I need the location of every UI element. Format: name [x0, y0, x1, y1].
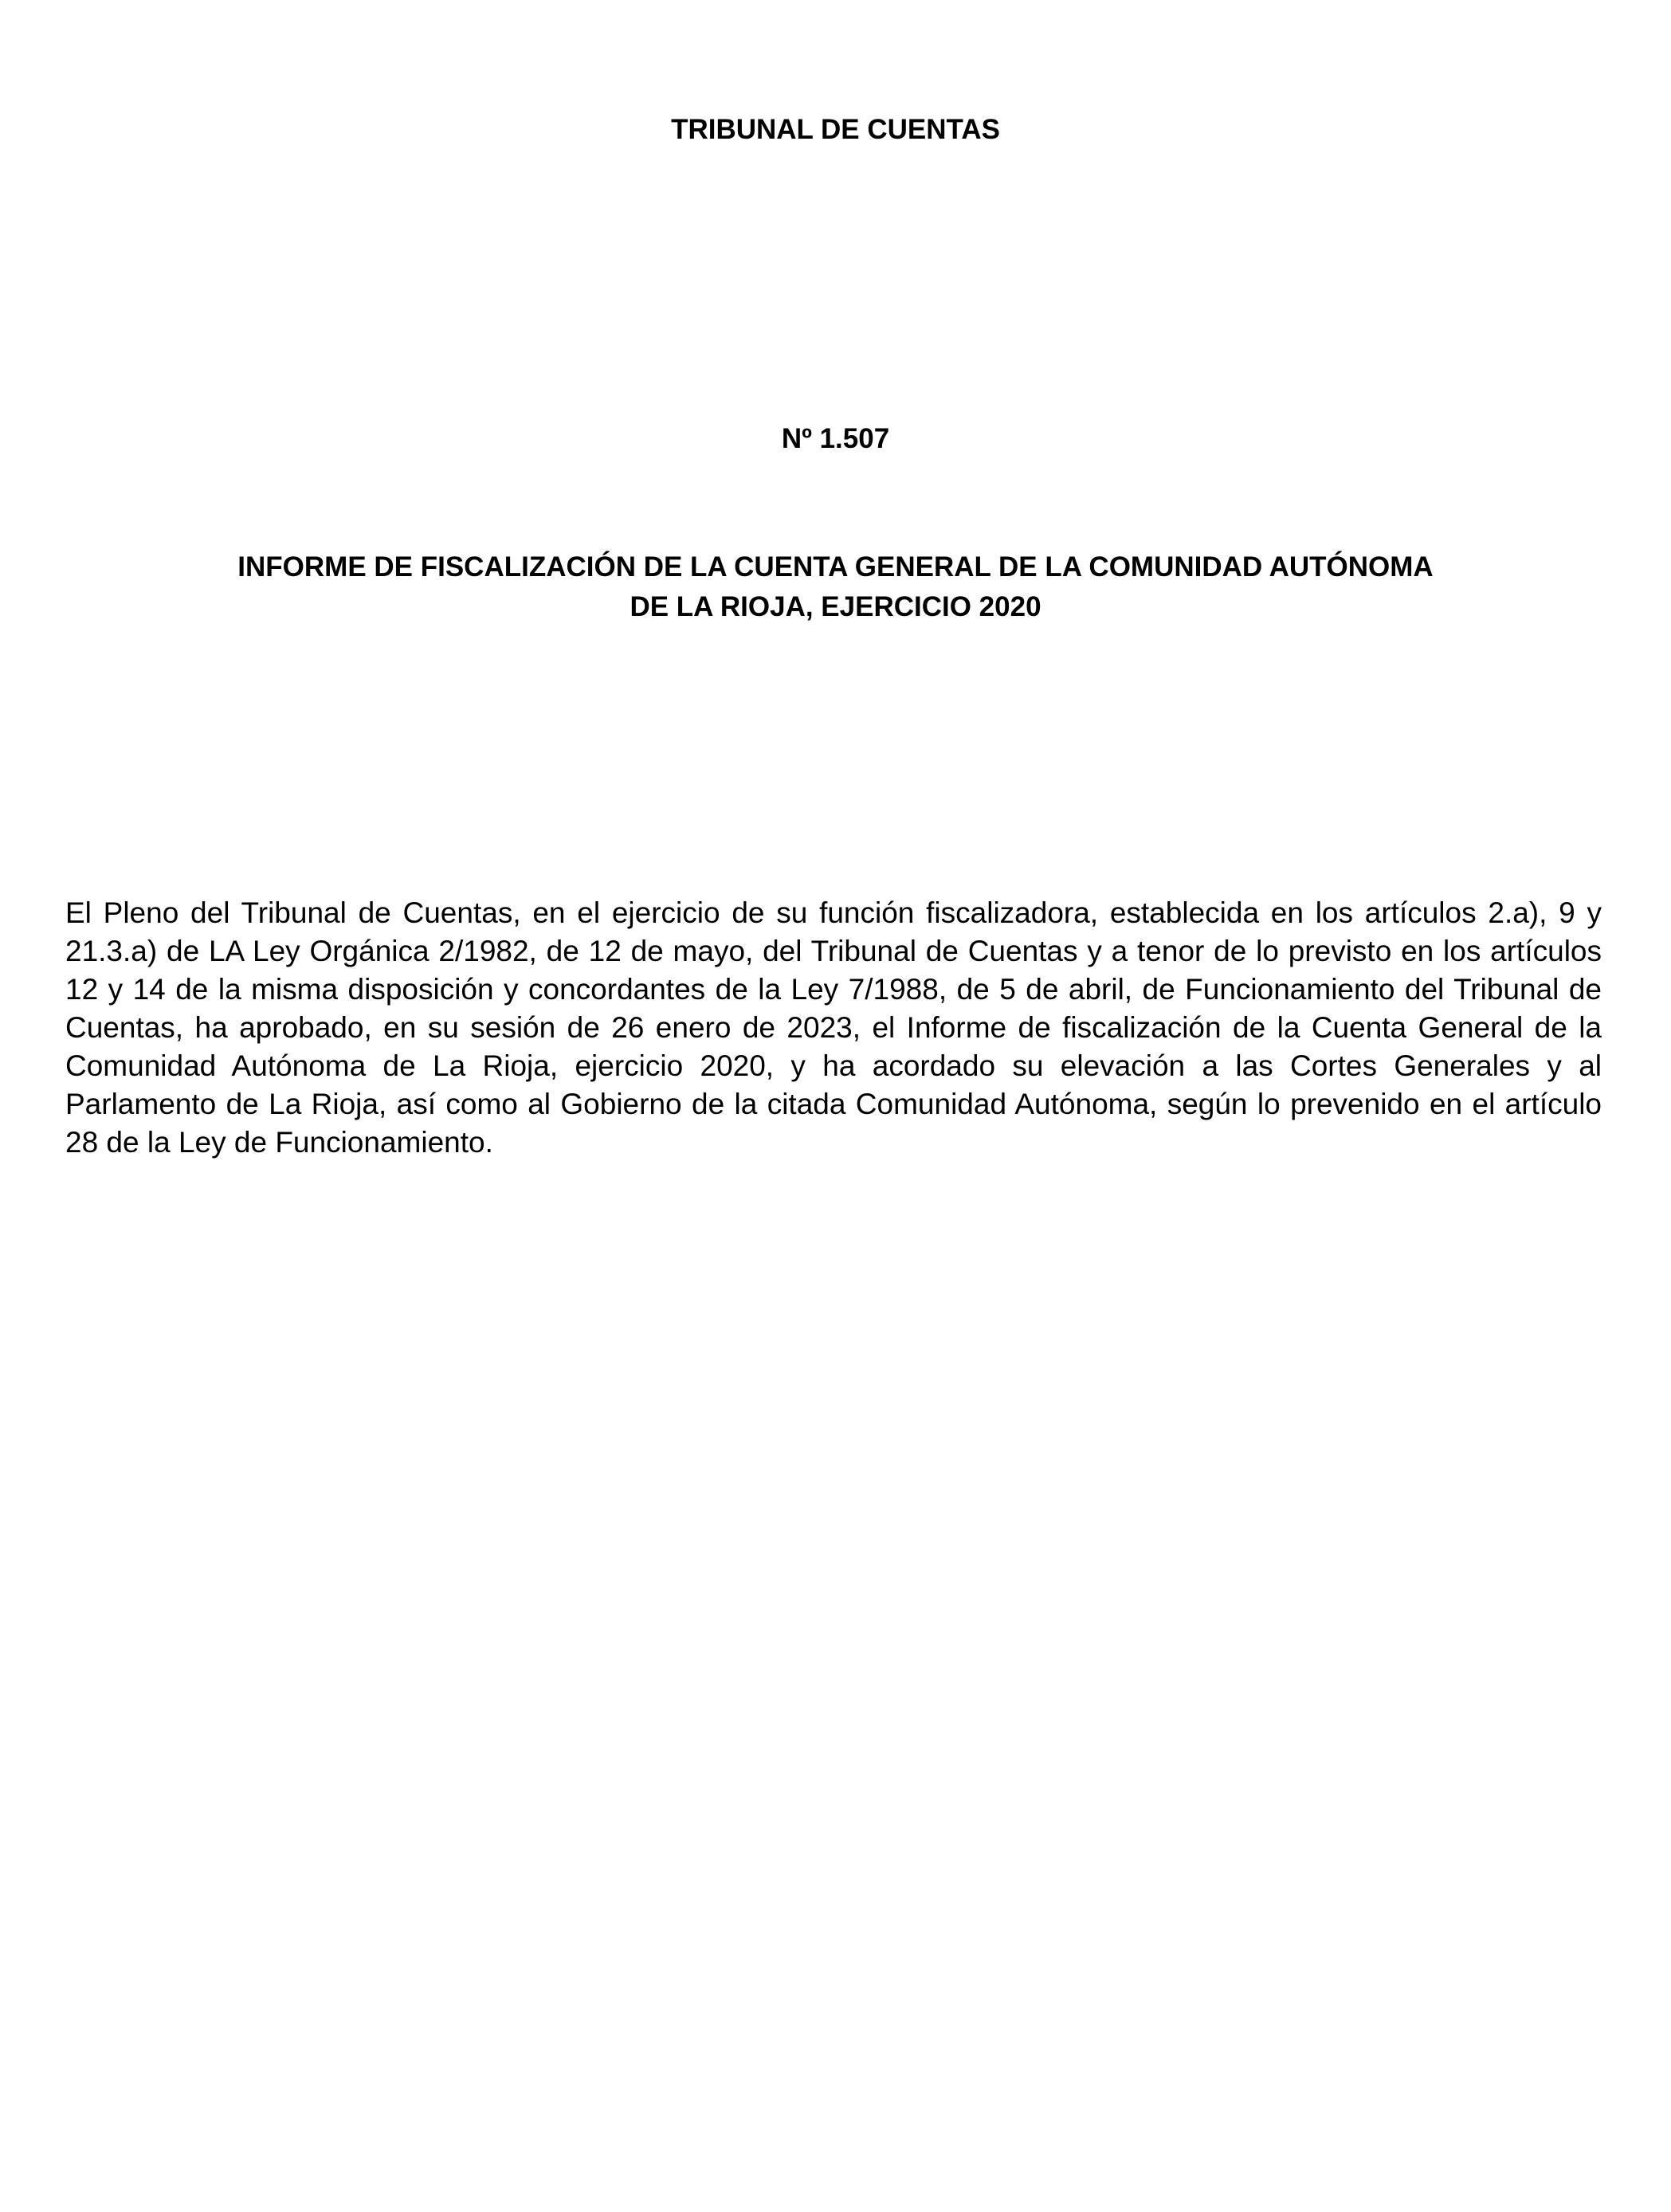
- report-title-line-2: DE LA RIOJA, EJERCICIO 2020: [630, 591, 1041, 622]
- report-title: [0, 547, 1671, 627]
- report-number: Nº 1.507: [781, 423, 890, 454]
- report-title-line-1: INFORME DE FISCALIZACIÓN DE LA CUENTA GENERAL DE LA COMUNIDAD AUTÓNOMA: [237, 551, 1434, 582]
- body-paragraph: El Pleno del Tribunal de Cuentas, en el ejercicio de su función fiscalizadora, establecida en los artículos 2.a), 9 y 21.3.a) de LA Ley Orgánica 2/1982, de 12 de mayo, del Tribunal de Cuentas y a tenor de lo previsto en los artículos 12 y 14 de la misma disposición y concordantes de la Ley 7/1988, de 5 de abril, de Funcionamiento del Tribunal de Cuentas, ha aprobado, en su sesión de 26 enero de 2023, el Informe de fiscalización de la Cuenta General de la Comunidad Autónoma de La Rioja, ejercicio 2020, y ha acordado su elevación a las Cortes Generales y al Parlamento de La Rioja, así como al Gobierno de la citada Comunidad Autónoma, según lo prevenido en el artículo 28 de la Ley de Funcionamiento.: [65, 896, 1602, 1159]
- organization-title: TRIBUNAL DE CUENTAS: [671, 114, 1000, 145]
